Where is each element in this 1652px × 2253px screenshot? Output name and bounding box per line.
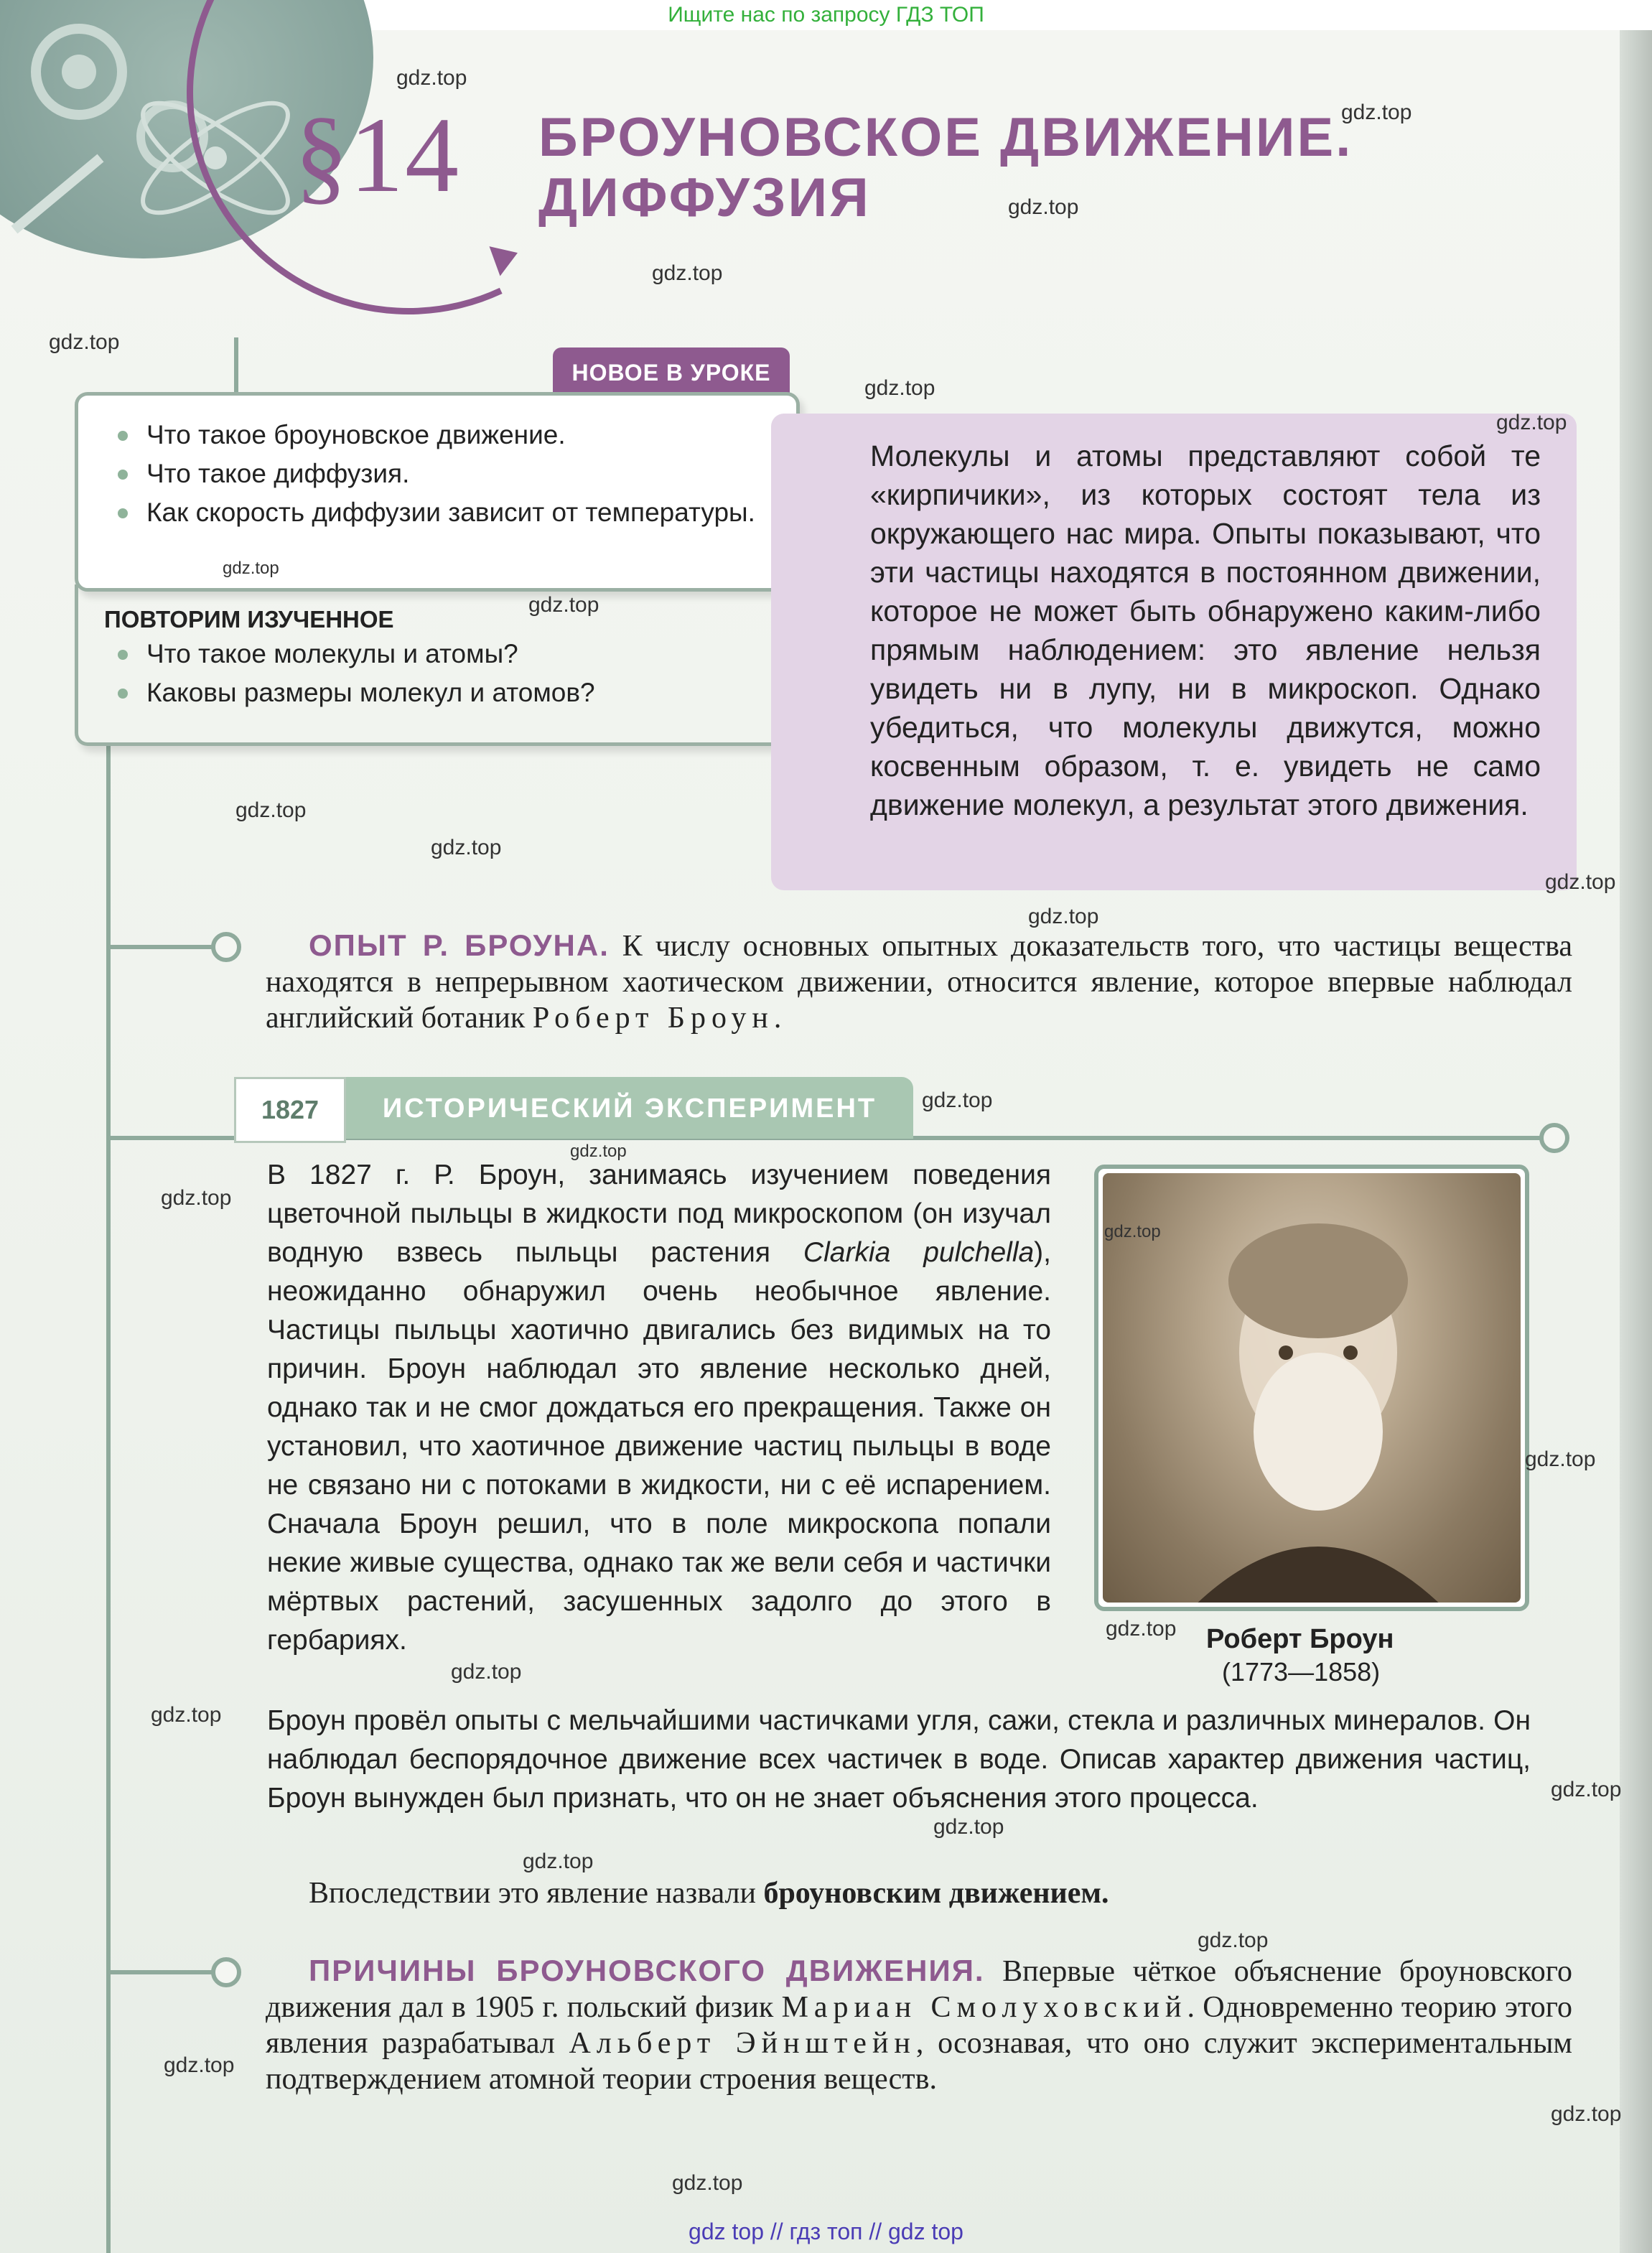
paragraph-text: . Одновременно теорию этого явления разрабатывал: [266, 1991, 1572, 2060]
timeline-node: [1539, 1123, 1569, 1153]
watermark: gdz.top: [431, 836, 502, 859]
new-in-lesson-box: [75, 392, 800, 592]
latin-plant-name: Clarkia pulchella: [803, 1237, 1035, 1268]
paragraph-text: .: [773, 1002, 782, 1035]
new-in-lesson-tag: НОВОЕ В УРОКЕ: [553, 347, 790, 396]
list-item: Что такое броуновское движение.: [78, 416, 796, 454]
watermark: gdz.top: [864, 376, 935, 400]
historical-text: [267, 1156, 1051, 1660]
section-heading: ПРИЧИНЫ БРОУНОВСКОГО ДВИЖЕНИЯ.: [309, 1954, 985, 1987]
term-bold: броуновским движением.: [763, 1877, 1109, 1910]
portrait-caption-years: (1773—1858): [1222, 1657, 1381, 1687]
watermark: gdz.top: [1106, 1617, 1177, 1641]
list-item: Что такое молекулы и атомы?: [78, 635, 796, 673]
paragraph-text: , осознавая, что оно служит экспериментальным подтверждением атомной теории строения веществ.: [266, 2027, 1572, 2096]
watermark: gdz.top: [1496, 411, 1567, 434]
portrait-caption-name: Роберт Броун: [1206, 1624, 1394, 1654]
watermark: gdz.top: [1341, 101, 1412, 124]
historical-text-2: [267, 1702, 1531, 1818]
person-name: Альберт Эйнштейн: [569, 2027, 916, 2060]
paragraph-text: В 1827 г. Р. Броун, занимаясь изучением поведения цветочной пыльцы в жидкости под микроскопом (он изучал водную взвесь пыльцы растения: [267, 1160, 1051, 1268]
watermark: gdz.top: [235, 798, 307, 822]
paragraph-text: К числу основных опытных доказательств того, что частицы вещества находятся в непрерывном хаотическом движении, относится явление, которое впервые наблюдал английский ботаник: [266, 930, 1572, 1035]
paragraph-text: Впервые чёткое объяснение броуновского движения дал в 1905 г. польский физик: [266, 1955, 1572, 2024]
paragraph-text: ), неожиданно обнаружил очень необычное явление. Частицы пыльцы хаотично двигались без видимых на то причин. Броун наблюдал это явление несколько дней, однако так и не смог дождаться его прекращения. Также он установил, что хаотичное движение частиц пыльцы в воде не связано ни с потоками в жидкости, ни с её испарением. Сначала Броун решил, что в поле микроскопа попали некие живые существа, однако так же вели себя и частички мёртвых растений, засушенных задолго до этого в гербариях.: [267, 1237, 1051, 1656]
causes-paragraph: [266, 1953, 1572, 2097]
watermark: gdz.top: [396, 66, 467, 90]
title-line-1: БРОУНОВСКОЕ ДВИЖЕНИЕ.: [538, 107, 1353, 168]
watermark: gdz.top: [652, 261, 723, 285]
paragraph-text: Впоследствии это явление назвали: [309, 1877, 764, 1910]
watermark: gdz.top: [672, 2171, 743, 2195]
brown-experiment-paragraph: [266, 928, 1572, 1036]
watermark: gdz.top: [164, 2053, 235, 2077]
repeat-heading: ПОВТОРИМ ИЗУЧЕННОЕ: [104, 606, 394, 633]
watermark: gdz.top: [161, 1186, 232, 1210]
robert-brown-portrait: [1103, 1173, 1521, 1603]
timeline-line: [234, 337, 238, 395]
watermark: gdz.top: [1551, 1778, 1622, 1801]
intro-text: Молекулы и атомы представляют собой те «кирпичики», из которых состоят тела из окружающего нас мира. Опыты показывают, что эти частицы находятся в постоянном движении, которое не может быть обнаружено каким-либо прямым наблюдением: это явление нельзя увидеть ни в лупу, ни в микроскоп. Однако убедиться, что молекулы движутся, можно косвенным образом, т. е. увидеть не само движение молекул, а результат этого движения.: [870, 439, 1541, 821]
watermark: gdz.top: [933, 1815, 1004, 1839]
watermark: gdz.top: [922, 1088, 993, 1112]
intro-box: [771, 414, 1577, 890]
watermark: gdz.top: [223, 559, 279, 578]
watermark: gdz.top: [570, 1142, 627, 1161]
top-banner[interactable]: Ищите нас по запросу ГДЗ ТОП: [0, 0, 1652, 30]
watermark: gdz.top: [1104, 1222, 1161, 1241]
repeat-list: [78, 635, 796, 712]
watermark: gdz.top: [1525, 1447, 1596, 1471]
new-in-lesson-list: [78, 416, 796, 532]
watermark: gdz.top: [49, 330, 120, 354]
watermark: gdz.top: [1545, 870, 1616, 894]
historical-experiment-label: ИСТОРИЧЕСКИЙ ЭКСПЕРИМЕНТ: [346, 1077, 913, 1139]
watermark: gdz.top: [151, 1703, 222, 1727]
title-line-2: ДИФФУЗИЯ: [538, 167, 871, 228]
book-spine-edge: [1620, 0, 1652, 2253]
paragraph-text: Броун провёл опыты с мельчайшими частичками угля, сажи, стекла и различных минералов. Он наблюдал беспорядочное движение всех частичек в воде. Описав характер движения частиц, Броун вынужден был признать, что он не знает объяснения этого процесса.: [267, 1705, 1531, 1814]
portrait-icon: [1103, 1173, 1521, 1603]
watermark: gdz.top: [451, 1660, 522, 1684]
footer-links[interactable]: gdz top // гдз топ // gdz top: [689, 2219, 963, 2244]
watermark: gdz.top: [528, 593, 599, 617]
timeline-node: [211, 932, 241, 962]
repeat-box: [75, 584, 800, 746]
section-heading: ОПЫТ Р. БРОУНА.: [309, 928, 610, 962]
watermark: gdz.top: [1198, 1928, 1269, 1952]
watermark: gdz.top: [1551, 2102, 1622, 2126]
list-item: Каковы размеры молекул и атомов?: [78, 673, 796, 712]
timeline-branch: [106, 1970, 218, 1974]
list-item: Что такое диффузия.: [78, 454, 796, 493]
list-item: Как скорость диффузии зависит от температуры.: [78, 493, 796, 532]
page-title: [538, 108, 1353, 228]
historical-year: 1827: [234, 1077, 346, 1143]
watermark: gdz.top: [1008, 195, 1079, 219]
timeline-line: [106, 742, 111, 2253]
person-name: Роберт Броун: [532, 1002, 774, 1035]
timeline-node: [211, 1957, 241, 1987]
person-name: Мариан Смолуховский: [781, 1991, 1187, 2024]
timeline-branch: [106, 945, 218, 949]
watermark: gdz.top: [523, 1849, 594, 1873]
paragraph-number: §14: [294, 95, 460, 215]
conclusion-paragraph: [266, 1875, 1572, 1911]
watermark: gdz.top: [1028, 905, 1099, 928]
